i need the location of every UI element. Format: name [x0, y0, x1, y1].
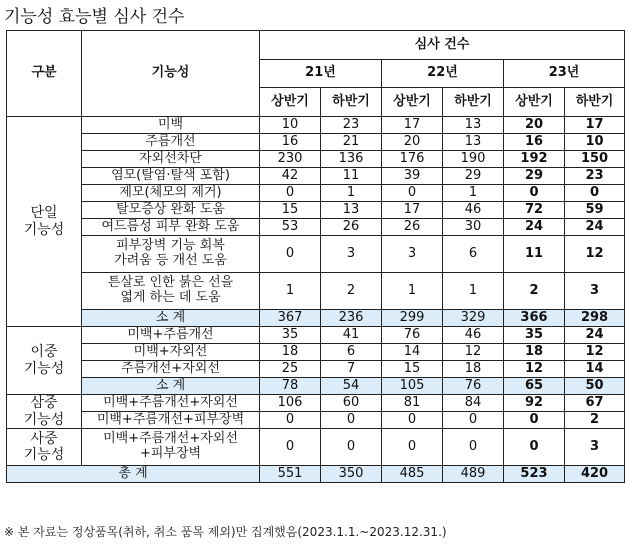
- total-row: [7, 466, 625, 483]
- subtotal-label: 소 계: [82, 310, 260, 327]
- value-cell: 190: [443, 151, 504, 168]
- value-cell: 489: [443, 466, 504, 483]
- function-name: 튼살로 인한 붉은 선을 엷게 하는 데 도움: [82, 273, 260, 310]
- value-cell: 106: [260, 395, 321, 412]
- value-cell: 3: [321, 236, 382, 273]
- value-cell: 20: [382, 134, 443, 151]
- function-name: 피부장벽 기능 회복 가려움 등 개선 도움: [82, 236, 260, 273]
- value-cell: 24: [565, 219, 625, 236]
- table-row: [7, 236, 625, 273]
- value-cell: 367: [260, 310, 321, 327]
- subtotal-row: [7, 310, 625, 327]
- value-cell: 84: [443, 395, 504, 412]
- table-row: [7, 168, 625, 185]
- value-cell: 3: [382, 236, 443, 273]
- value-cell: 60: [321, 395, 382, 412]
- value-cell: 176: [382, 151, 443, 168]
- value-cell: 14: [382, 344, 443, 361]
- value-cell: 23: [321, 117, 382, 134]
- value-cell: 13: [321, 202, 382, 219]
- value-cell: 0: [260, 236, 321, 273]
- function-name: 자외선차단: [82, 151, 260, 168]
- function-name: 미백+주름개선+자외선 +피부장벽: [82, 429, 260, 466]
- value-cell: 1: [382, 273, 443, 310]
- value-cell: 298: [565, 310, 625, 327]
- value-cell: 81: [382, 395, 443, 412]
- value-cell: 13: [443, 134, 504, 151]
- value-cell: 136: [321, 151, 382, 168]
- header-function: 기능성: [82, 31, 260, 117]
- value-cell: 1: [260, 273, 321, 310]
- value-cell: 0: [260, 429, 321, 466]
- value-cell: 0: [382, 429, 443, 466]
- value-cell: 236: [321, 310, 382, 327]
- value-cell: 12: [565, 236, 625, 273]
- header-half: 상반기: [260, 88, 321, 117]
- table-row: [7, 117, 625, 134]
- function-name: 미백+주름개선+자외선: [82, 395, 260, 412]
- value-cell: 13: [443, 117, 504, 134]
- value-cell: 0: [565, 185, 625, 202]
- value-cell: 25: [260, 361, 321, 378]
- review-count-table: [6, 30, 625, 483]
- value-cell: 21: [321, 134, 382, 151]
- function-name: 미백: [82, 117, 260, 134]
- value-cell: 0: [504, 429, 565, 466]
- value-cell: 29: [504, 168, 565, 185]
- table-row: [7, 219, 625, 236]
- function-name: 여드름성 피부 완화 도움: [82, 219, 260, 236]
- value-cell: 10: [565, 134, 625, 151]
- value-cell: 0: [321, 429, 382, 466]
- value-cell: 12: [504, 361, 565, 378]
- value-cell: 0: [260, 185, 321, 202]
- value-cell: 2: [321, 273, 382, 310]
- subtotal-label: 소 계: [82, 378, 260, 395]
- value-cell: 76: [382, 327, 443, 344]
- category-quadruple: 사중 기능성: [7, 429, 82, 466]
- header-category: 구분: [7, 31, 82, 117]
- function-name: 염모(탈염·탈색 포함): [82, 168, 260, 185]
- header-half: 상반기: [382, 88, 443, 117]
- value-cell: 24: [565, 327, 625, 344]
- value-cell: 2: [565, 412, 625, 429]
- header-half: 하반기: [321, 88, 382, 117]
- function-name: 미백+주름개선+피부장벽: [82, 412, 260, 429]
- value-cell: 3: [565, 429, 625, 466]
- value-cell: 230: [260, 151, 321, 168]
- value-cell: 59: [565, 202, 625, 219]
- page-title: 기능성 효능별 심사 건수: [4, 7, 185, 27]
- value-cell: 41: [321, 327, 382, 344]
- function-name: 제모(체모의 제거): [82, 185, 260, 202]
- value-cell: 366: [504, 310, 565, 327]
- value-cell: 72: [504, 202, 565, 219]
- table-row: [7, 395, 625, 412]
- value-cell: 42: [260, 168, 321, 185]
- table-row: [7, 327, 625, 344]
- table-row: [7, 151, 625, 168]
- table-row: [7, 185, 625, 202]
- table-row: [7, 361, 625, 378]
- value-cell: 18: [504, 344, 565, 361]
- value-cell: 14: [565, 361, 625, 378]
- value-cell: 105: [382, 378, 443, 395]
- value-cell: 523: [504, 466, 565, 483]
- value-cell: 0: [382, 185, 443, 202]
- value-cell: 0: [260, 412, 321, 429]
- value-cell: 16: [260, 134, 321, 151]
- value-cell: 92: [504, 395, 565, 412]
- value-cell: 30: [443, 219, 504, 236]
- value-cell: 17: [565, 117, 625, 134]
- header-review-count: 심사 건수: [260, 31, 625, 60]
- value-cell: 23: [565, 168, 625, 185]
- value-cell: 46: [443, 327, 504, 344]
- value-cell: 329: [443, 310, 504, 327]
- value-cell: 0: [443, 429, 504, 466]
- value-cell: 0: [504, 185, 565, 202]
- value-cell: 12: [443, 344, 504, 361]
- header-half: 하반기: [565, 88, 625, 117]
- category-single: 단일 기능성: [7, 117, 82, 327]
- value-cell: 11: [321, 168, 382, 185]
- value-cell: 17: [382, 117, 443, 134]
- table-row: [7, 202, 625, 219]
- value-cell: 0: [443, 412, 504, 429]
- value-cell: 0: [504, 412, 565, 429]
- table-row: [7, 429, 625, 466]
- header-half: 하반기: [443, 88, 504, 117]
- value-cell: 3: [565, 273, 625, 310]
- value-cell: 10: [260, 117, 321, 134]
- value-cell: 50: [565, 378, 625, 395]
- value-cell: 16: [504, 134, 565, 151]
- value-cell: 192: [504, 151, 565, 168]
- value-cell: 17: [382, 202, 443, 219]
- category-double: 이중 기능성: [7, 327, 82, 395]
- value-cell: 54: [321, 378, 382, 395]
- category-triple: 삼중 기능성: [7, 395, 82, 429]
- value-cell: 29: [443, 168, 504, 185]
- value-cell: 35: [260, 327, 321, 344]
- value-cell: 53: [260, 219, 321, 236]
- total-label: 총 계: [7, 466, 260, 483]
- value-cell: 150: [565, 151, 625, 168]
- value-cell: 6: [443, 236, 504, 273]
- value-cell: 39: [382, 168, 443, 185]
- function-name: 주름개선: [82, 134, 260, 151]
- value-cell: 485: [382, 466, 443, 483]
- value-cell: 24: [504, 219, 565, 236]
- table-row: [7, 273, 625, 310]
- value-cell: 7: [321, 361, 382, 378]
- header-year-23: 23년: [504, 60, 625, 88]
- function-name: 미백+자외선: [82, 344, 260, 361]
- subtotal-row: [7, 378, 625, 395]
- footnote: ※ 본 자료는 정상품목(취하, 취소 품목 제외)만 집계했음(2023.1.1.~2023.12.31.): [4, 525, 447, 539]
- value-cell: 420: [565, 466, 625, 483]
- function-name: 주름개선+자외선: [82, 361, 260, 378]
- value-cell: 6: [321, 344, 382, 361]
- value-cell: 26: [382, 219, 443, 236]
- table-row: [7, 412, 625, 429]
- value-cell: 11: [504, 236, 565, 273]
- value-cell: 0: [321, 412, 382, 429]
- value-cell: 1: [443, 273, 504, 310]
- value-cell: 299: [382, 310, 443, 327]
- value-cell: 551: [260, 466, 321, 483]
- table-row: [7, 344, 625, 361]
- value-cell: 18: [443, 361, 504, 378]
- header-year-21: 21년: [260, 60, 382, 88]
- value-cell: 20: [504, 117, 565, 134]
- header-year-22: 22년: [382, 60, 504, 88]
- value-cell: 15: [260, 202, 321, 219]
- function-name: 미백+주름개선: [82, 327, 260, 344]
- function-name: 탈모증상 완화 도움: [82, 202, 260, 219]
- value-cell: 18: [260, 344, 321, 361]
- value-cell: 67: [565, 395, 625, 412]
- value-cell: 35: [504, 327, 565, 344]
- value-cell: 46: [443, 202, 504, 219]
- value-cell: 12: [565, 344, 625, 361]
- value-cell: 1: [443, 185, 504, 202]
- value-cell: 2: [504, 273, 565, 310]
- value-cell: 65: [504, 378, 565, 395]
- table-row: [7, 134, 625, 151]
- header-half: 상반기: [504, 88, 565, 117]
- value-cell: 78: [260, 378, 321, 395]
- value-cell: 0: [382, 412, 443, 429]
- value-cell: 15: [382, 361, 443, 378]
- value-cell: 350: [321, 466, 382, 483]
- value-cell: 1: [321, 185, 382, 202]
- value-cell: 76: [443, 378, 504, 395]
- value-cell: 26: [321, 219, 382, 236]
